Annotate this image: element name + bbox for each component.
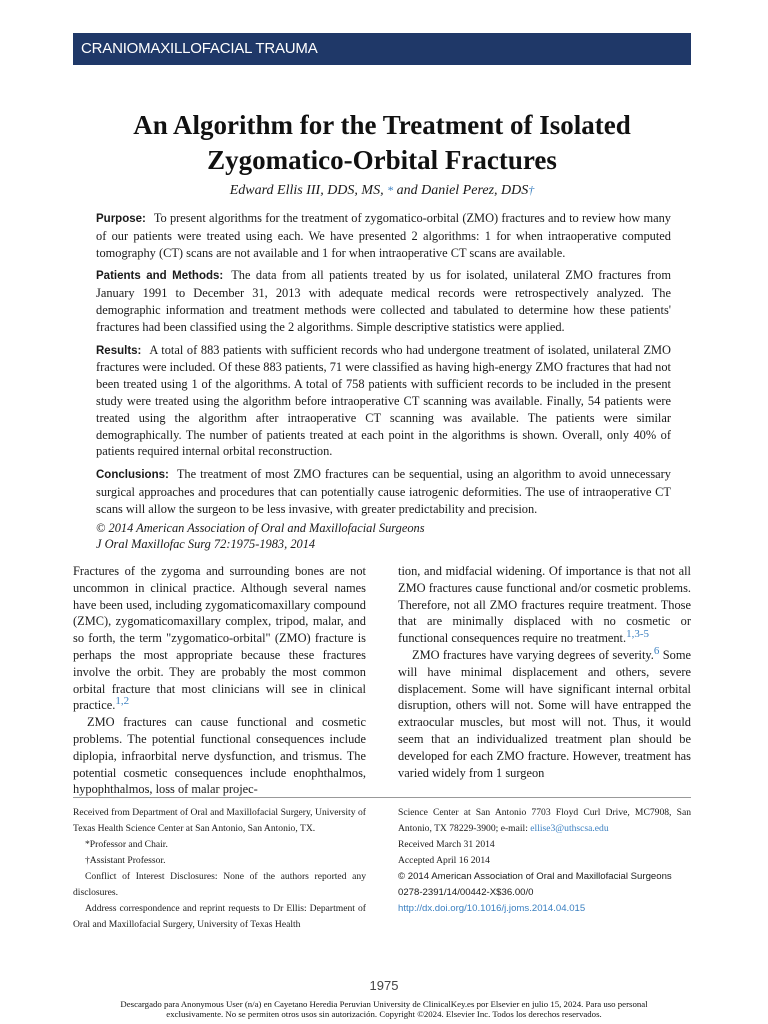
doi-link[interactable]: http://dx.doi.org/10.1016/j.joms.2014.04.015: [398, 903, 586, 914]
accepted-date: Accepted April 16 2014: [398, 855, 490, 866]
assistant-note: †Assistant Professor.: [85, 855, 166, 866]
download-notice: Descargado para Anonymous User (n/a) en Cayetano Heredia Peruvian University de ClinicalKey.es por Elsevier en julio 15, 2024. Para uso personal exclusivamente. No se permiten otros usos sin autorización. Copyright ©2024. Elsevier Inc. Todos los derechos reservados.: [120, 999, 648, 1019]
abstract-purpose: [96, 210, 671, 261]
purpose-label: Purpose:: [96, 213, 146, 225]
abstract: [96, 210, 671, 553]
reference-link[interactable]: 6: [653, 644, 660, 657]
email-link[interactable]: ellise3@uthscsa.edu: [530, 823, 609, 834]
abstract-conclusions: [96, 466, 671, 517]
footnote-copyright: © 2014 American Association of Oral and Maxillofacial Surgeons: [398, 871, 672, 882]
article-title: An Algorithm for the Treatment of Isolated Zygomatico-Orbital Fractures: [133, 110, 631, 175]
reference-link[interactable]: 1,2: [115, 695, 130, 708]
body-column-right: [398, 563, 691, 781]
results-text: A total of 883 patients with sufficient records who had undergone treatment of isolated, unilateral ZMO fractures were included. Of these 883 patients, 71 were classified as having high-energy ZMO fractures that had not been treated using 1 of the algorithms. A total of 758 patients with sufficient records to be included in the present study were treated using the algorithm before intraoperative CT scanning was available. Finally, 54 patients were treated using the algorithm after intraoperative CT scanning was available. The patients were similar demographically. The number of patients treated at each point in the algorithms is shown. Overall, only 40% of patients required internal orbital reconstruction.: [96, 342, 671, 459]
body-paragraph: tion, and midfacial widening. Of importance is that not all ZMO fractures cause functional and/or cosmetic problems. Therefore, not all ZMO fractures require treatment. Those that are minimally displaced with no cosmetic or functional consequences require no treatment.1,3-5: [398, 564, 691, 646]
methods-text: The data from all patients treated by us for isolated, unilateral ZMO fractures from January 1991 to December 31, 2013 with adequate medical records were retrospectively analyzed. The demographic information and treatment methods were collected and tabulated to determine how these patients' fractures had been classified using the 2 algorithms. Simple descriptive statistics were applied.: [96, 268, 671, 334]
results-label: Results:: [96, 344, 142, 357]
reference-link[interactable]: 1,3-5: [626, 628, 650, 641]
journal-citation: J Oral Maxillofac Surg 72:1975-1983, 2014: [96, 537, 316, 552]
abstract-results: [96, 342, 671, 461]
received-from-note: Received from Department of Oral and Maxillofacial Surgery, University of Texas Health Science Center at San Antonio, San Antonio, TX.: [73, 807, 366, 834]
abstract-methods: [96, 267, 671, 335]
received-date: Received March 31 2014: [398, 839, 495, 850]
author-1: Edward Ellis III, DDS, MS,: [229, 183, 384, 198]
coi-note: Conflict of Interest Disclosures: None of the authors reported any disclosures.: [73, 871, 366, 898]
author-2-affiliation-link[interactable]: †: [528, 183, 535, 197]
author-line: [73, 181, 691, 200]
abstract-copyright: © 2014 American Association of Oral and Maxillofacial Surgeons: [96, 520, 425, 535]
address-continued: Science Center at San Antonio 7703 Floyd Curl Drive, MC7908, San Antonio, TX 78229-3900; e-mail: ellise3@uthscsa.edu: [398, 807, 691, 834]
conclusions-label: Conclusions:: [96, 469, 169, 482]
purpose-text: To present algorithms for the treatment of zygomatico-orbital (ZMO) fractures and to review how many of our patients were treated using each. We have presented 2 algorithms: 1 for when intraoperative computed tomography (CT) scans are not available and 1 for when intraoperative CT scans are available.: [96, 211, 671, 260]
address-note: Address correspondence and reprint requests to Dr Ellis: Department of Oral and Maxillofacial Surgery, University of Texas Health: [73, 903, 366, 930]
section-banner: [73, 33, 691, 65]
methods-label: Patients and Methods:: [96, 270, 224, 283]
body-paragraph: ZMO fractures can cause functional and cosmetic problems. The potential functional consequences include diplopia, infraorbital nerve dysfunction, and trismus. The potential cosmetic consequences include enophthalmos, hypophthalmos, loss of malar projec-: [73, 715, 366, 797]
footnotes-left: [73, 805, 366, 933]
body-column-left: [73, 563, 366, 798]
issn: 0278-2391/14/00442-X$36.00/0: [398, 887, 534, 898]
section-label: CRANIOMAXILLOFACIAL TRAUMA: [81, 40, 318, 57]
professor-note: *Professor and Chair.: [85, 839, 168, 850]
page-number: 1975: [369, 978, 399, 993]
footnotes-right: [398, 805, 691, 917]
author-2: and Daniel Perez, DDS: [396, 183, 529, 198]
footnote-divider: [73, 797, 691, 798]
author-1-affiliation-link[interactable]: *: [387, 183, 394, 197]
body-paragraph: ZMO fractures have varying degrees of severity.6 Some will have minimal displacement and others, severe displacement. Some will have significant internal orbital disruption, others will not. Some will have entrapped the extraocular muscles, but most will not. Thus, it would seem that an individualized treatment plan should be developed for each ZMO fracture. However, treatment has varied widely from 1 surgeon: [398, 644, 691, 780]
conclusions-text: The treatment of most ZMO fractures can be sequential, using an algorithm to avoid unnecessary surgical approaches and procedures that can potentially cause iatrogenic deformities. The use of intraoperative CT scans will allow the surgeon to be less invasive, with greater predictability and precision.: [96, 467, 671, 516]
body-paragraph: Fractures of the zygoma and surrounding bones are not uncommon in clinical practice. Although several names have been used, including zygomaticomaxillary compound (ZMC), zygomaticomaxillary complex, tripod, malar, and so forth, the term "zygomatico-orbital" (ZMO) fracture is perhaps the most appropriate because these fractures involve the orbit. They are probably the most common orbital fracture that most clinicians will see in clinical practice.1,2: [73, 564, 366, 713]
